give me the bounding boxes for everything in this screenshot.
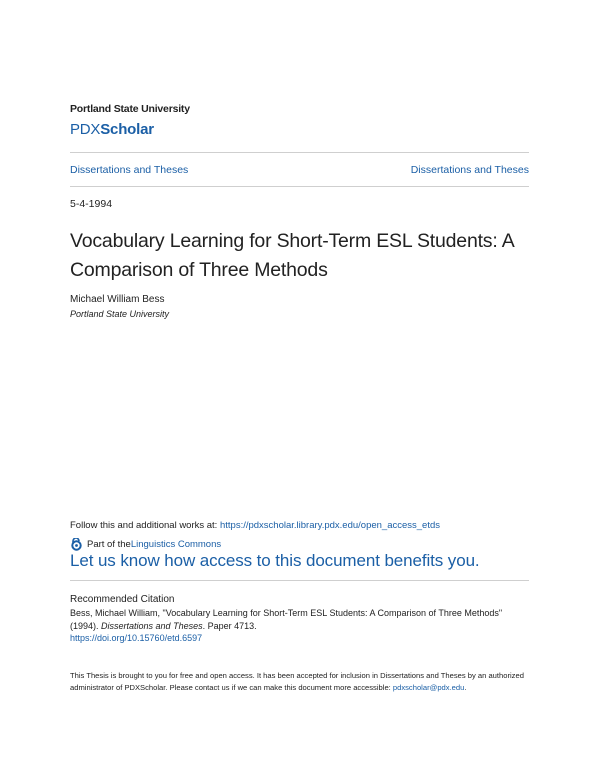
- citation-text-2: . Paper 4713.: [202, 620, 257, 631]
- notice-end: .: [464, 682, 467, 692]
- repository-logo-link[interactable]: [70, 121, 154, 138]
- nav-dissertations-left[interactable]: Dissertations and Theses: [70, 164, 189, 176]
- linguistics-commons-link[interactable]: Linguistics Commons: [130, 539, 222, 550]
- repository-suffix: Scholar: [100, 121, 154, 138]
- follow-line: [70, 520, 440, 531]
- citation-series: Dissertations and Theses: [101, 620, 203, 631]
- citation-heading: Recommended Citation: [70, 594, 175, 605]
- contact-email-link[interactable]: pdxscholar@pdx.edu: [392, 682, 465, 692]
- citation-block: [70, 607, 520, 645]
- author-affiliation: Portland State University: [70, 309, 170, 319]
- divider-top: [70, 152, 529, 153]
- access-notice: [70, 670, 535, 693]
- author-name: Michael William Bess: [70, 294, 165, 305]
- divider-nav: [70, 186, 529, 187]
- follow-text: Follow this and additional works at:: [70, 520, 220, 531]
- citation-text-1: Bess, Michael William, "Vocabulary Learning for Short-Term ESL Students: A Comparison of Three Methods" (1994).: [70, 608, 503, 631]
- citation-doi-link[interactable]: https://doi.org/10.15760/etd.6597: [70, 633, 203, 643]
- divider-citation: [70, 580, 529, 581]
- repository-prefix: PDX: [70, 121, 101, 138]
- part-of-line: [70, 538, 221, 551]
- part-of-text: Part of the: [87, 539, 131, 550]
- publication-date: 5-4-1994: [70, 198, 113, 210]
- university-name: Portland State University: [70, 103, 190, 115]
- document-title: Vocabulary Learning for Short-Term ESL Students: A Comparison of Three Methods: [70, 230, 514, 281]
- follow-url-link[interactable]: https://pdxscholar.library.pdx.edu/open_access_etds: [219, 520, 441, 531]
- open-access-icon: [70, 538, 83, 551]
- benefit-feedback-link[interactable]: Let us know how access to this document benefits you.: [70, 551, 480, 570]
- notice-text: This Thesis is brought to you for free and open access. It has been accepted for inclusion in Dissertations and Theses by an authorized administrator of PDXScholar. Please contact us if we can make this document more accessible:: [70, 671, 524, 692]
- nav-dissertations-right[interactable]: Dissertations and Theses: [410, 164, 529, 176]
